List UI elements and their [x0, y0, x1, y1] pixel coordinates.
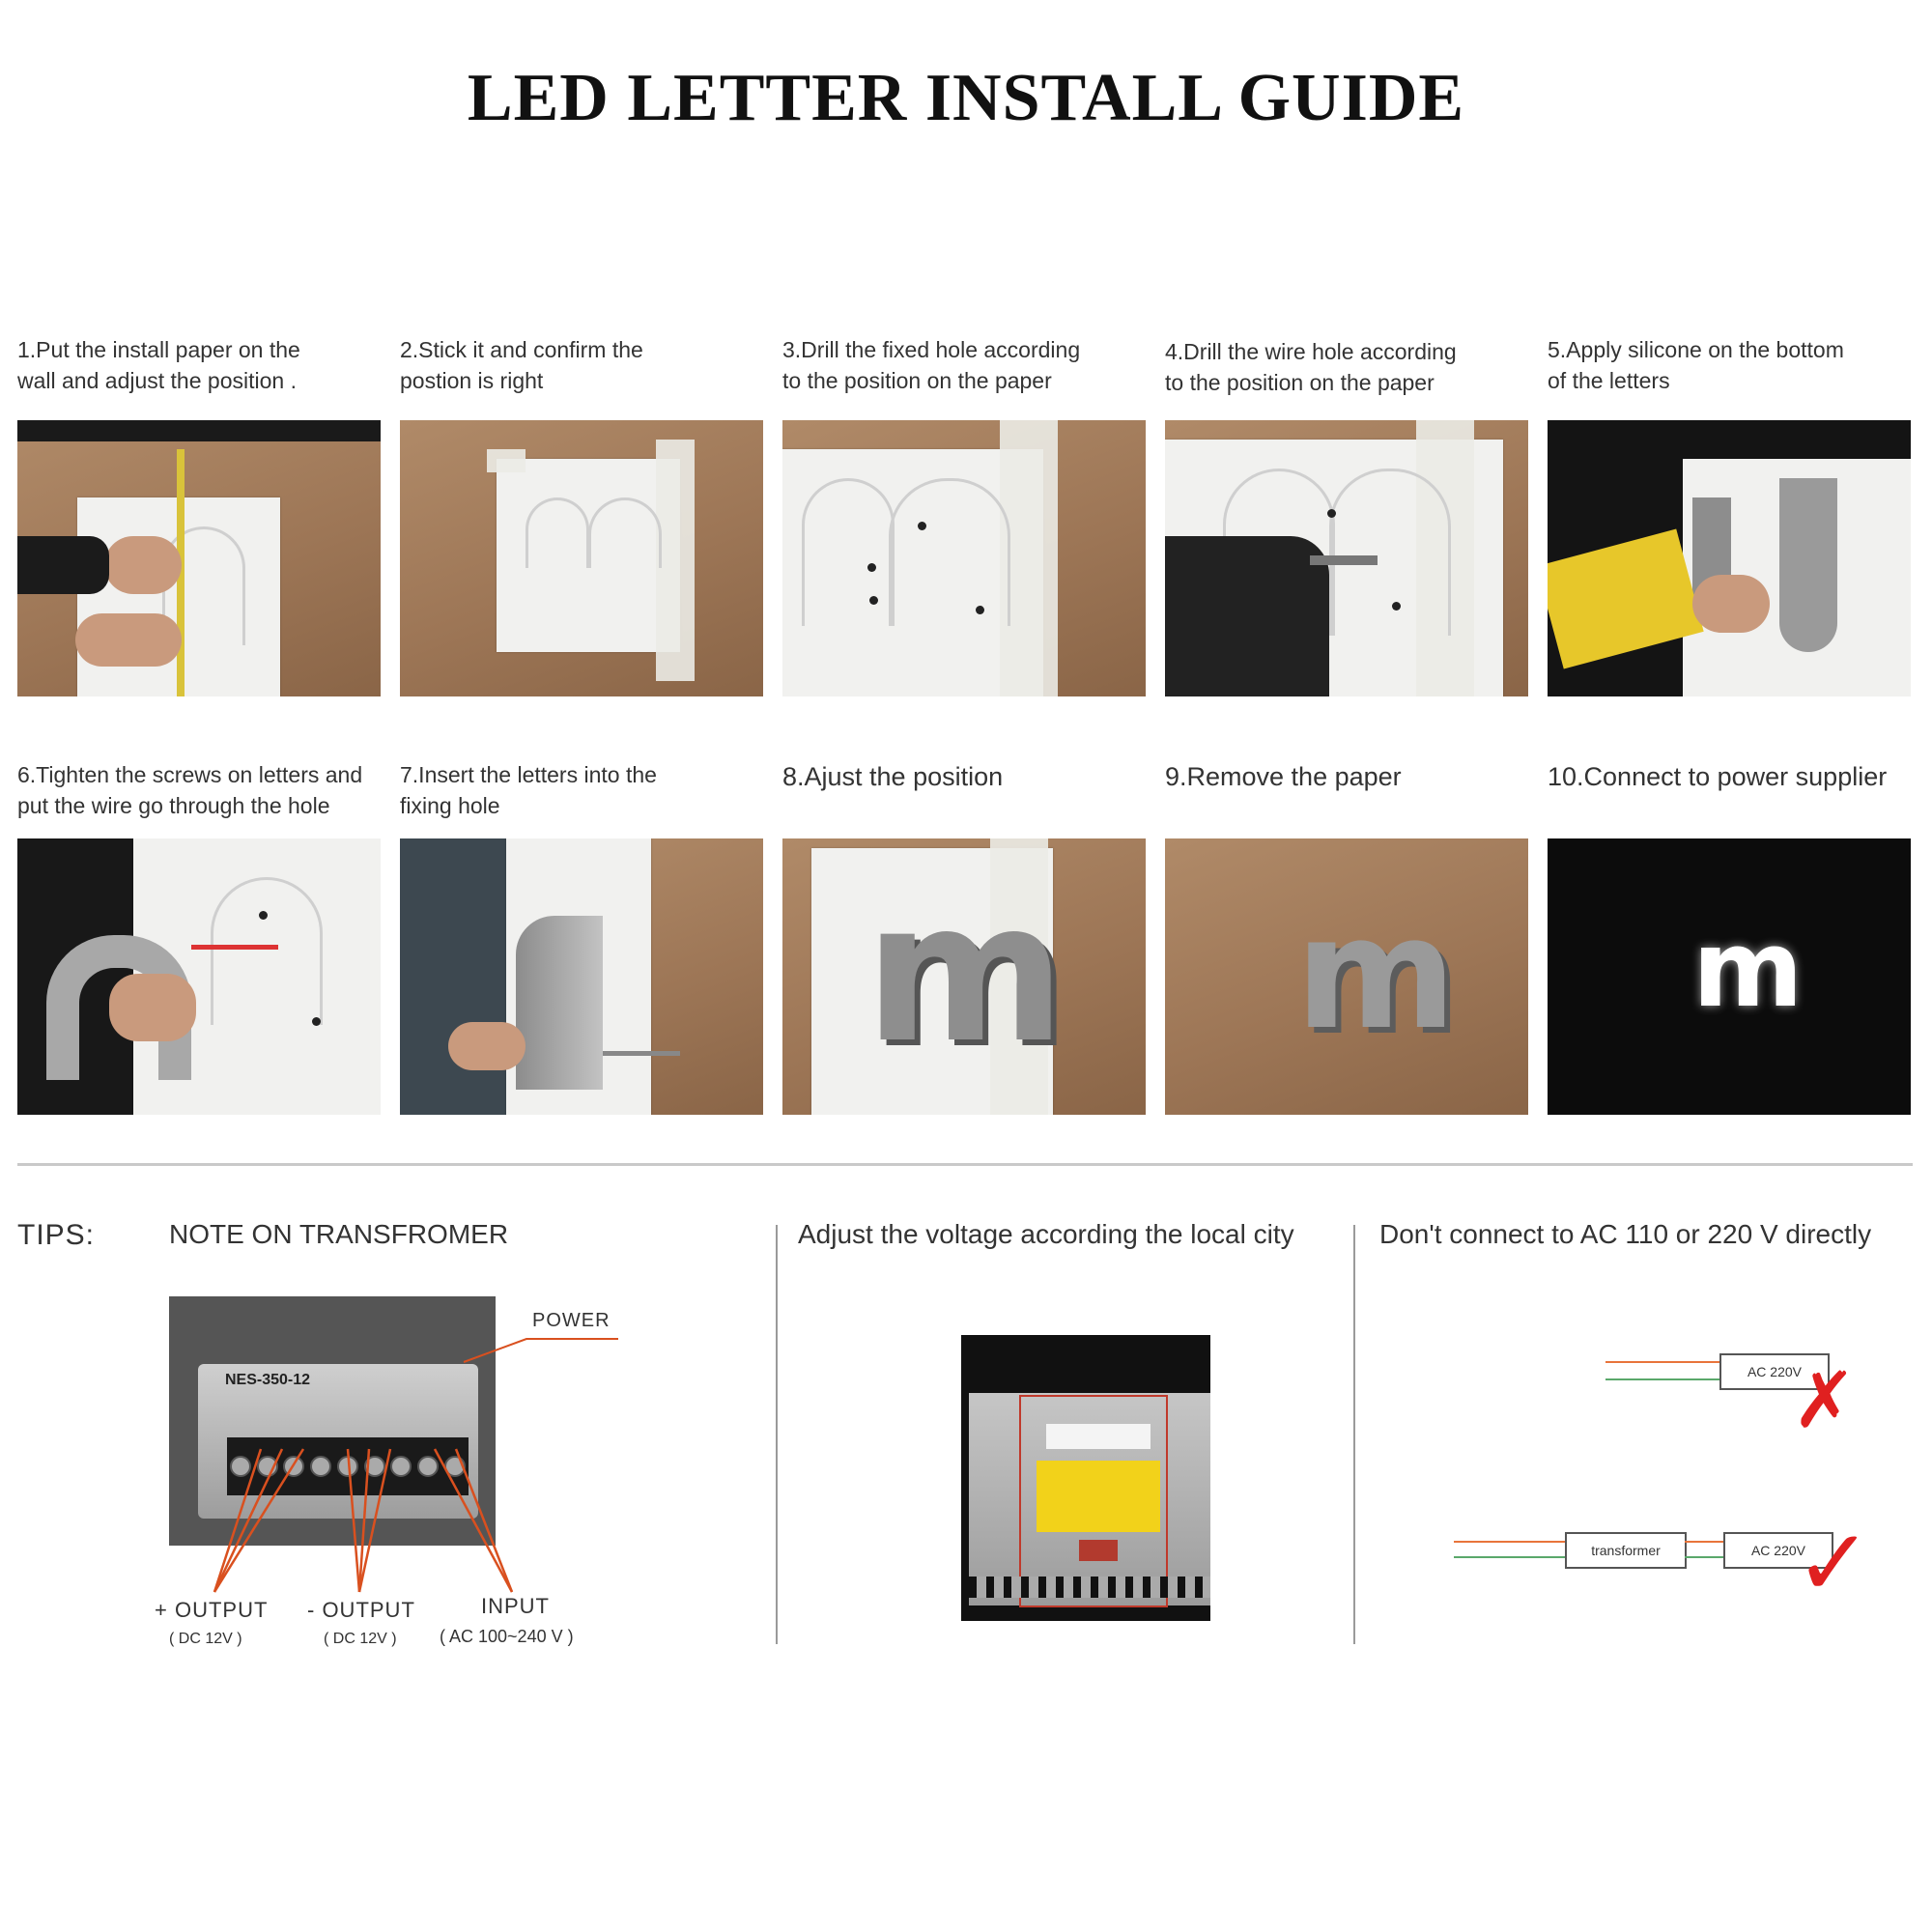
step-6-caption: 6.Tighten the screws on letters and put the wire go through the hole	[17, 762, 363, 818]
device-model-label: NES-350-12	[225, 1372, 311, 1388]
wire-orange-output	[1685, 1541, 1723, 1543]
minus-output-spec: ( DC 12V )	[324, 1631, 397, 1647]
led-letter-m: m	[1295, 883, 1457, 1064]
step-8-caption: 8.Ajust the position	[782, 762, 1004, 791]
input-spec: ( AC 100~240 V )	[440, 1627, 574, 1646]
plus-output-spec: ( DC 12V )	[169, 1631, 242, 1647]
check-icon: ✓	[1795, 1509, 1873, 1617]
transformer-heading: NOTE ON TRANSFROMER	[169, 1219, 509, 1249]
wire-green-input	[1454, 1556, 1565, 1558]
ac-220v-box-right: AC 220V	[1723, 1532, 1833, 1569]
step-3-caption: 3.Drill the fixed hole according to the position on the paper	[782, 337, 1081, 393]
step-4-caption: 4.Drill the wire hole according to the position on the paper	[1165, 339, 1457, 395]
minus-output-label: - OUTPUT	[307, 1598, 415, 1622]
led-letter-m: m	[865, 861, 1066, 1086]
step-1-caption: 1.Put the install paper on the wall and adjust the position .	[17, 337, 300, 393]
step-9-caption: 9.Remove the paper	[1165, 762, 1402, 791]
wire-orange-input	[1454, 1541, 1565, 1543]
step-10-caption: 10.Connect to power supplier	[1548, 762, 1888, 791]
wire-green-output	[1685, 1556, 1723, 1558]
ac-220v-box-wrong: AC 220V	[1719, 1353, 1830, 1390]
plus-output-label: + OUTPUT	[155, 1598, 269, 1622]
wire-green-wrong	[1605, 1378, 1719, 1380]
transformer-box: transformer	[1565, 1532, 1687, 1569]
page-title: LED LETTER INSTALL GUIDE	[467, 61, 1465, 135]
lit-letter-m: m	[1692, 907, 1804, 1031]
cross-icon: ✗	[1792, 1355, 1858, 1445]
step-5-caption: 5.Apply silicone on the bottom of the letters	[1548, 337, 1844, 393]
input-label: INPUT	[481, 1594, 550, 1618]
voltage-switch-photo	[961, 1335, 1210, 1621]
voltage-heading: Adjust the voltage according the local city	[798, 1219, 1294, 1249]
ac-warning-heading: Don't connect to AC 110 or 220 V directly	[1379, 1219, 1872, 1249]
step-2-caption: 2.Stick it and confirm the postion is right	[400, 337, 643, 393]
power-label: POWER	[532, 1310, 611, 1331]
wire-orange-wrong	[1605, 1361, 1719, 1363]
step-7-caption: 7.Insert the letters into the fixing hole	[400, 762, 657, 818]
tips-label: TIPS:	[17, 1219, 96, 1251]
